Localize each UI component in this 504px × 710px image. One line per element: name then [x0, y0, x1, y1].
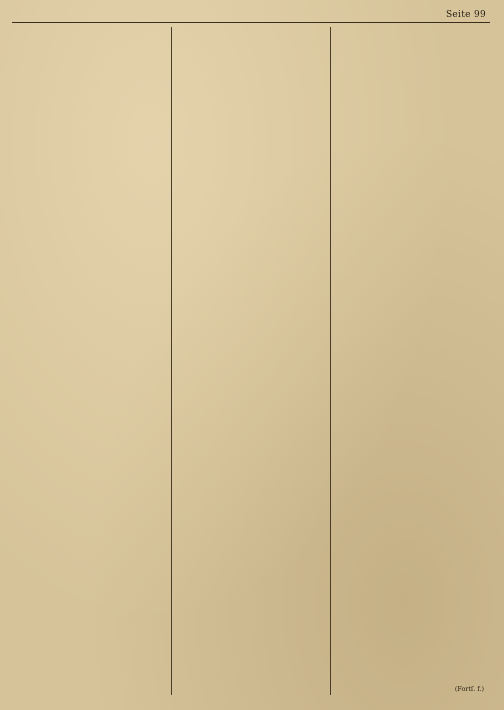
column-right [330, 27, 490, 695]
continuation-note: (Fortſ. f.) [454, 685, 485, 693]
page-header [12, 6, 490, 20]
header-rule [12, 22, 490, 23]
page-number: Seite 99 [445, 10, 486, 20]
column-left [12, 27, 171, 695]
column-middle [171, 27, 331, 695]
text-columns [12, 27, 490, 695]
